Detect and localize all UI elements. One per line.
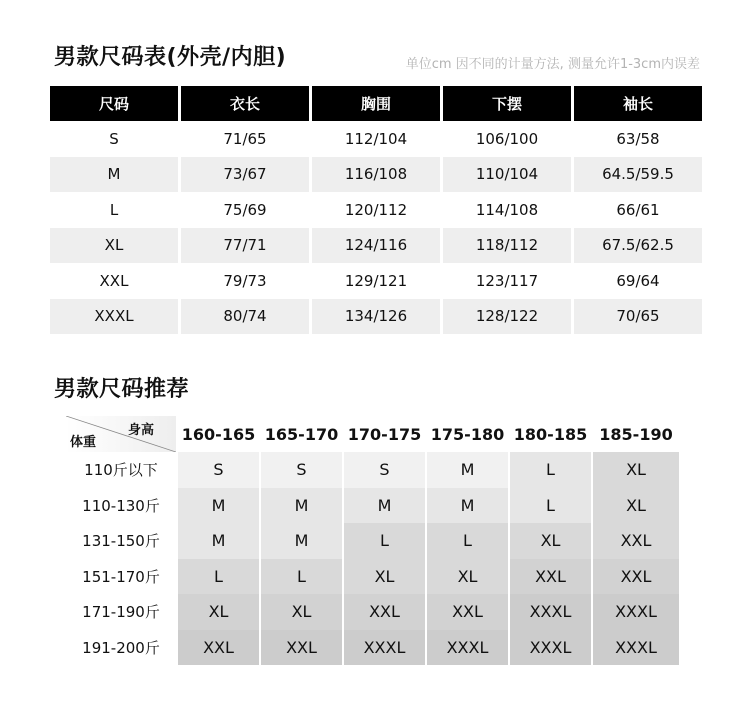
- table-row: [50, 299, 702, 335]
- table-row: [50, 192, 702, 228]
- size-cell: M: [261, 488, 342, 524]
- size-cell: L: [261, 559, 342, 595]
- size-cell: XXXL: [510, 594, 591, 630]
- table-row: [66, 523, 679, 559]
- size-cell: L: [427, 523, 508, 559]
- table-cell: 75/69: [223, 200, 267, 219]
- height-header: 185-190: [599, 424, 673, 444]
- header-length: 衣长: [181, 86, 309, 121]
- size-cell: M: [344, 488, 425, 524]
- table-cell: 116/108: [312, 157, 440, 193]
- size-cell: XXXL: [593, 594, 679, 630]
- size-cell: S: [261, 452, 342, 488]
- weight-label: 191-200斤: [82, 638, 160, 657]
- recommend-header-row: [66, 416, 679, 452]
- table-cell: 134/126: [312, 299, 440, 335]
- header-size: 尺码: [50, 86, 178, 121]
- table-row: [66, 630, 679, 666]
- height-header: 160-165: [181, 424, 256, 444]
- size-chart-title: 男款尺码表(外壳/内胆): [54, 45, 287, 70]
- table-row: [50, 228, 702, 264]
- size-cell: M: [261, 523, 342, 559]
- size-recommend-table: [64, 416, 681, 665]
- size-cell: XXL: [344, 594, 425, 630]
- weight-label: 151-170斤: [82, 567, 160, 586]
- size-cell: XXXL: [510, 630, 591, 666]
- height-header: 175-180: [430, 424, 505, 444]
- table-row: [66, 594, 679, 630]
- size-cell: M: [427, 488, 508, 524]
- weight-label: 131-150斤: [82, 532, 160, 551]
- weight-axis-label: 体重: [70, 435, 97, 450]
- table-cell: 63/58: [616, 129, 660, 148]
- size-cell: XL: [344, 559, 425, 595]
- size-cell: XXL: [178, 630, 259, 666]
- table-cell: 118/112: [443, 228, 571, 264]
- size-chart-table: [47, 86, 705, 334]
- size-cell: XXXL: [593, 630, 679, 666]
- size-cell: M: [427, 452, 508, 488]
- table-row: [50, 121, 702, 157]
- table-row: [66, 452, 679, 488]
- table-row: [66, 559, 679, 595]
- table-cell: 64.5/59.5: [574, 157, 702, 193]
- size-cell: M: [178, 488, 259, 524]
- size-cell: XXL: [510, 559, 591, 595]
- table-cell: 120/112: [344, 200, 408, 219]
- size-cell: XXL: [261, 630, 342, 666]
- header-chest: 胸围: [312, 86, 440, 121]
- size-cell: XXL: [427, 594, 508, 630]
- table-cell: 71/65: [223, 129, 267, 148]
- size-cell: L: [510, 452, 591, 488]
- table-row: [50, 263, 702, 299]
- size-cell: S: [344, 452, 425, 488]
- size-cell: M: [178, 523, 259, 559]
- table-cell: L: [109, 200, 119, 219]
- table-cell: 70/65: [574, 299, 702, 335]
- table-cell: 128/122: [443, 299, 571, 335]
- table-cell: 66/61: [616, 200, 660, 219]
- height-header: 170-175: [347, 424, 422, 444]
- corner-cell: [66, 416, 176, 452]
- size-cell: XL: [593, 452, 679, 488]
- table-row: [66, 488, 679, 524]
- table-cell: 67.5/62.5: [574, 228, 702, 264]
- table-cell: 114/108: [475, 200, 539, 219]
- size-cell: XL: [427, 559, 508, 595]
- table-cell: 123/117: [475, 271, 539, 290]
- size-cell: L: [344, 523, 425, 559]
- recommend-title: 男款尺码推荐: [54, 377, 190, 402]
- weight-label: 110斤以下: [84, 461, 158, 480]
- table-cell: 69/64: [616, 271, 660, 290]
- size-cell: XXL: [593, 559, 679, 595]
- table-cell: 80/74: [181, 299, 309, 335]
- weight-label: 171-190斤: [82, 603, 160, 622]
- size-cell: XXL: [593, 523, 679, 559]
- table-cell: S: [109, 129, 119, 148]
- table-cell: 77/71: [181, 228, 309, 264]
- header-sleeve: 袖长: [574, 86, 702, 121]
- table-cell: XXXL: [50, 299, 178, 335]
- table-cell: 110/104: [443, 157, 571, 193]
- size-cell: XL: [593, 488, 679, 524]
- size-cell: L: [178, 559, 259, 595]
- height-header: 165-170: [264, 424, 339, 444]
- size-cell: XXXL: [427, 630, 508, 666]
- table-cell: 124/116: [312, 228, 440, 264]
- size-cell: S: [178, 452, 259, 488]
- size-cell: XL: [261, 594, 342, 630]
- table-cell: M: [50, 157, 178, 193]
- table-cell: 112/104: [344, 129, 408, 148]
- table-cell: 73/67: [181, 157, 309, 193]
- table-cell: 106/100: [475, 129, 539, 148]
- size-cell: XL: [178, 594, 259, 630]
- height-axis-label: 身高: [127, 423, 154, 438]
- weight-label: 110-130斤: [82, 496, 160, 515]
- table-row: [50, 157, 702, 193]
- table-cell: 79/73: [223, 271, 267, 290]
- table-cell: XXL: [99, 271, 129, 290]
- height-header: 180-185: [513, 424, 588, 444]
- size-cell: XXXL: [344, 630, 425, 666]
- header-hem: 下摆: [443, 86, 571, 121]
- measurement-note: 单位cm 因不同的计量方法, 测量允许1-3cm内误差: [405, 57, 700, 72]
- size-cell: XL: [510, 523, 591, 559]
- size-cell: L: [510, 488, 591, 524]
- table-cell: XL: [50, 228, 178, 264]
- size-chart-header-row: [50, 86, 702, 121]
- table-cell: 129/121: [344, 271, 408, 290]
